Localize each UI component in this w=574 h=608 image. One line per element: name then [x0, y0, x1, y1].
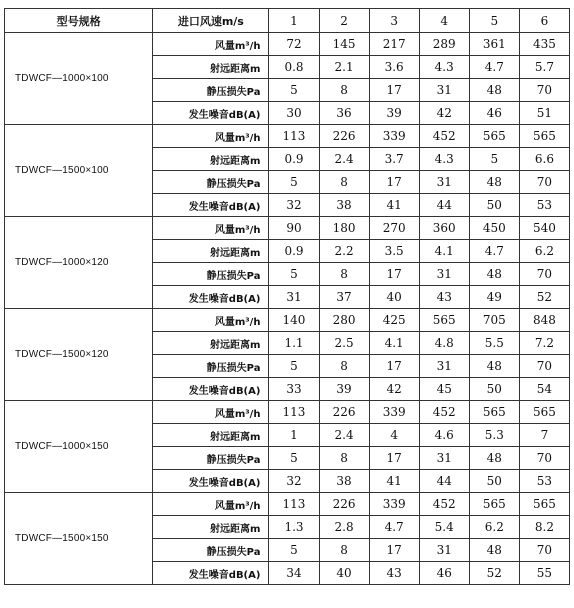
param-cell: 发生噪音dB(A) — [153, 562, 269, 585]
value-cell: 226 — [319, 493, 369, 516]
value-cell: 17 — [369, 79, 419, 102]
value-cell: 705 — [469, 309, 519, 332]
value-cell: 435 — [519, 33, 569, 56]
value-cell: 140 — [269, 309, 319, 332]
value-cell: 4.1 — [419, 240, 469, 263]
value-cell: 33 — [269, 378, 319, 401]
model-cell: TDWCF—1000×120 — [5, 217, 153, 309]
value-cell: 361 — [469, 33, 519, 56]
value-cell: 2.2 — [319, 240, 369, 263]
value-cell: 30 — [269, 102, 319, 125]
value-cell: 8.2 — [519, 516, 569, 539]
param-cell: 射远距离m — [153, 424, 269, 447]
model-cell: TDWCF—1500×120 — [5, 309, 153, 401]
value-cell: 49 — [469, 286, 519, 309]
value-cell: 8 — [319, 447, 369, 470]
header-row — [5, 9, 570, 33]
value-cell: 565 — [419, 309, 469, 332]
model-cell: TDWCF—1500×150 — [5, 493, 153, 585]
value-cell: 2.4 — [319, 148, 369, 171]
value-cell: 17 — [369, 539, 419, 562]
value-cell: 46 — [469, 102, 519, 125]
model-cell: TDWCF—1000×150 — [5, 401, 153, 493]
param-cell: 风量m³/h — [153, 309, 269, 332]
value-cell: 40 — [319, 562, 369, 585]
value-cell: 4.7 — [369, 516, 419, 539]
value-cell: 8 — [319, 263, 369, 286]
value-cell: 72 — [269, 33, 319, 56]
value-cell: 53 — [519, 470, 569, 493]
value-cell: 5.4 — [419, 516, 469, 539]
value-cell: 8 — [319, 355, 369, 378]
value-cell: 70 — [519, 79, 569, 102]
value-cell: 5.7 — [519, 56, 569, 79]
param-cell: 射远距离m — [153, 240, 269, 263]
value-cell: 2.5 — [319, 332, 369, 355]
value-cell: 0.9 — [269, 148, 319, 171]
value-cell: 4 — [369, 424, 419, 447]
value-cell: 42 — [419, 102, 469, 125]
value-cell: 6.6 — [519, 148, 569, 171]
table-row — [5, 401, 570, 424]
param-cell: 风量m³/h — [153, 125, 269, 148]
value-cell: 48 — [469, 263, 519, 286]
value-cell: 226 — [319, 401, 369, 424]
value-cell: 39 — [319, 378, 369, 401]
param-cell: 风量m³/h — [153, 33, 269, 56]
value-cell: 50 — [469, 378, 519, 401]
value-cell: 31 — [419, 79, 469, 102]
value-cell: 40 — [369, 286, 419, 309]
value-cell: 4.7 — [469, 240, 519, 263]
value-cell: 17 — [369, 171, 419, 194]
speed-header-cell: 2 — [319, 9, 369, 33]
param-cell: 射远距离m — [153, 148, 269, 171]
value-cell: 36 — [319, 102, 369, 125]
value-cell: 70 — [519, 447, 569, 470]
value-cell: 339 — [369, 125, 419, 148]
value-cell: 4.1 — [369, 332, 419, 355]
speed-header-cell: 5 — [469, 9, 519, 33]
value-cell: 113 — [269, 401, 319, 424]
value-cell: 565 — [519, 493, 569, 516]
value-cell: 17 — [369, 355, 419, 378]
param-cell: 发生噪音dB(A) — [153, 470, 269, 493]
value-cell: 339 — [369, 401, 419, 424]
value-cell: 565 — [519, 125, 569, 148]
value-cell: 0.8 — [269, 56, 319, 79]
value-cell: 180 — [319, 217, 369, 240]
spec-table — [4, 8, 570, 585]
value-cell: 360 — [419, 217, 469, 240]
value-cell: 113 — [269, 493, 319, 516]
value-cell: 17 — [369, 447, 419, 470]
value-cell: 54 — [519, 378, 569, 401]
value-cell: 8 — [319, 539, 369, 562]
table-row — [5, 309, 570, 332]
value-cell: 41 — [369, 194, 419, 217]
value-cell: 7.2 — [519, 332, 569, 355]
param-cell: 发生噪音dB(A) — [153, 102, 269, 125]
param-cell: 风量m³/h — [153, 217, 269, 240]
value-cell: 31 — [419, 171, 469, 194]
param-cell: 静压损失Pa — [153, 447, 269, 470]
value-cell: 52 — [519, 286, 569, 309]
value-cell: 565 — [469, 493, 519, 516]
param-cell: 静压损失Pa — [153, 79, 269, 102]
value-cell: 42 — [369, 378, 419, 401]
value-cell: 4.7 — [469, 56, 519, 79]
param-cell: 发生噪音dB(A) — [153, 378, 269, 401]
value-cell: 48 — [469, 539, 519, 562]
value-cell: 31 — [419, 355, 469, 378]
value-cell: 32 — [269, 194, 319, 217]
value-cell: 17 — [369, 263, 419, 286]
value-cell: 44 — [419, 470, 469, 493]
value-cell: 4.8 — [419, 332, 469, 355]
param-cell: 风量m³/h — [153, 401, 269, 424]
value-cell: 50 — [469, 470, 519, 493]
value-cell: 43 — [369, 562, 419, 585]
value-cell: 452 — [419, 493, 469, 516]
value-cell: 452 — [419, 125, 469, 148]
value-cell: 34 — [269, 562, 319, 585]
spec-table-body — [5, 9, 570, 585]
value-cell: 48 — [469, 171, 519, 194]
param-cell: 发生噪音dB(A) — [153, 286, 269, 309]
value-cell: 339 — [369, 493, 419, 516]
value-cell: 5.3 — [469, 424, 519, 447]
speed-header-cell: 6 — [519, 9, 569, 33]
value-cell: 5 — [269, 263, 319, 286]
param-cell: 发生噪音dB(A) — [153, 194, 269, 217]
value-cell: 1 — [269, 424, 319, 447]
speed-header-cell: 3 — [369, 9, 419, 33]
table-row — [5, 493, 570, 516]
param-cell: 射远距离m — [153, 332, 269, 355]
value-cell: 50 — [469, 194, 519, 217]
value-cell: 32 — [269, 470, 319, 493]
param-cell: 静压损失Pa — [153, 355, 269, 378]
value-cell: 41 — [369, 470, 419, 493]
value-cell: 2.4 — [319, 424, 369, 447]
value-cell: 280 — [319, 309, 369, 332]
value-cell: 5 — [269, 447, 319, 470]
value-cell: 565 — [469, 401, 519, 424]
speed-header: 进口风速m/s — [153, 9, 269, 33]
value-cell: 52 — [469, 562, 519, 585]
value-cell: 48 — [469, 79, 519, 102]
value-cell: 2.1 — [319, 56, 369, 79]
value-cell: 3.5 — [369, 240, 419, 263]
value-cell: 31 — [419, 263, 469, 286]
value-cell: 4.3 — [419, 56, 469, 79]
value-cell: 31 — [419, 539, 469, 562]
value-cell: 43 — [419, 286, 469, 309]
value-cell: 53 — [519, 194, 569, 217]
value-cell: 8 — [319, 79, 369, 102]
value-cell: 55 — [519, 562, 569, 585]
value-cell: 7 — [519, 424, 569, 447]
value-cell: 6.2 — [469, 516, 519, 539]
value-cell: 45 — [419, 378, 469, 401]
value-cell: 6.2 — [519, 240, 569, 263]
value-cell: 38 — [319, 470, 369, 493]
param-cell: 静压损失Pa — [153, 539, 269, 562]
value-cell: 39 — [369, 102, 419, 125]
value-cell: 270 — [369, 217, 419, 240]
param-cell: 射远距离m — [153, 516, 269, 539]
value-cell: 565 — [469, 125, 519, 148]
value-cell: 48 — [469, 355, 519, 378]
value-cell: 848 — [519, 309, 569, 332]
value-cell: 450 — [469, 217, 519, 240]
value-cell: 425 — [369, 309, 419, 332]
value-cell: 226 — [319, 125, 369, 148]
value-cell: 44 — [419, 194, 469, 217]
model-cell: TDWCF—1000×100 — [5, 33, 153, 125]
table-row — [5, 33, 570, 56]
value-cell: 5 — [269, 171, 319, 194]
value-cell: 4.6 — [419, 424, 469, 447]
value-cell: 1.1 — [269, 332, 319, 355]
table-row — [5, 217, 570, 240]
value-cell: 5 — [469, 148, 519, 171]
value-cell: 8 — [319, 171, 369, 194]
value-cell: 0.9 — [269, 240, 319, 263]
value-cell: 540 — [519, 217, 569, 240]
value-cell: 4.3 — [419, 148, 469, 171]
table-row — [5, 125, 570, 148]
value-cell: 5 — [269, 539, 319, 562]
value-cell: 31 — [269, 286, 319, 309]
value-cell: 37 — [319, 286, 369, 309]
param-cell: 静压损失Pa — [153, 171, 269, 194]
value-cell: 46 — [419, 562, 469, 585]
speed-header-cell: 1 — [269, 9, 319, 33]
value-cell: 1.3 — [269, 516, 319, 539]
param-cell: 射远距离m — [153, 56, 269, 79]
param-cell: 静压损失Pa — [153, 263, 269, 286]
value-cell: 217 — [369, 33, 419, 56]
value-cell: 3.6 — [369, 56, 419, 79]
value-cell: 70 — [519, 263, 569, 286]
value-cell: 2.8 — [319, 516, 369, 539]
value-cell: 51 — [519, 102, 569, 125]
value-cell: 70 — [519, 539, 569, 562]
value-cell: 48 — [469, 447, 519, 470]
value-cell: 5 — [269, 355, 319, 378]
value-cell: 565 — [519, 401, 569, 424]
value-cell: 38 — [319, 194, 369, 217]
value-cell: 5 — [269, 79, 319, 102]
speed-header-cell: 4 — [419, 9, 469, 33]
value-cell: 70 — [519, 355, 569, 378]
value-cell: 5.5 — [469, 332, 519, 355]
param-cell: 风量m³/h — [153, 493, 269, 516]
value-cell: 452 — [419, 401, 469, 424]
value-cell: 70 — [519, 171, 569, 194]
model-header: 型号规格 — [5, 9, 153, 33]
value-cell: 90 — [269, 217, 319, 240]
value-cell: 289 — [419, 33, 469, 56]
value-cell: 113 — [269, 125, 319, 148]
value-cell: 31 — [419, 447, 469, 470]
value-cell: 145 — [319, 33, 369, 56]
value-cell: 3.7 — [369, 148, 419, 171]
model-cell: TDWCF—1500×100 — [5, 125, 153, 217]
